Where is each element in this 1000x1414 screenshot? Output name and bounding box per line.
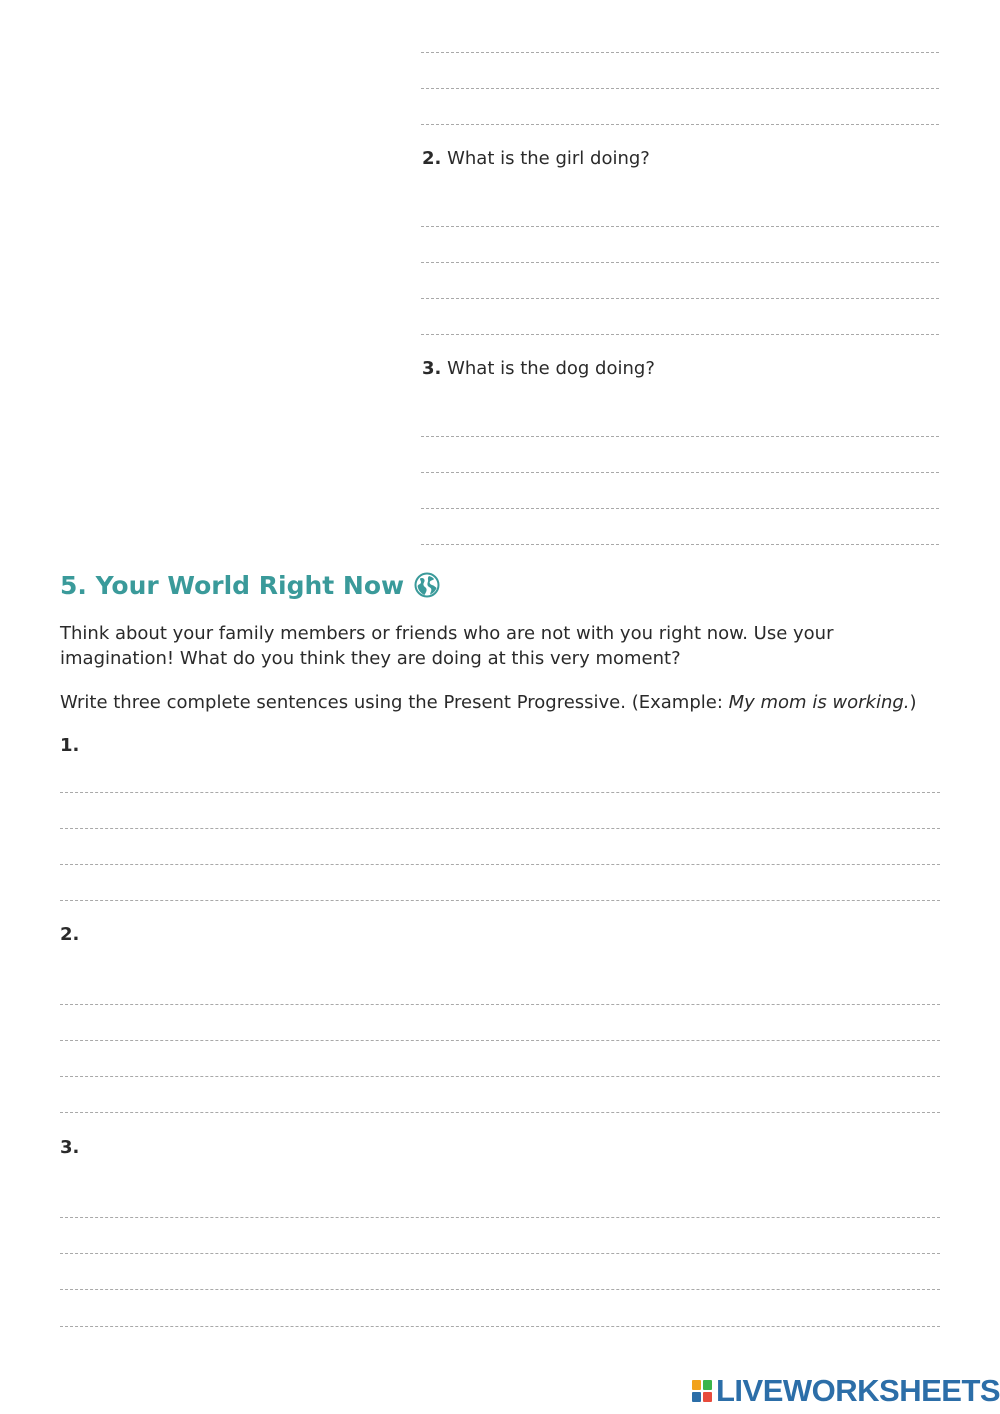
answer-line[interactable]: [60, 1253, 940, 1254]
item-number-1: 1.: [60, 735, 80, 756]
question-2: [422, 148, 650, 170]
answer-line[interactable]: [421, 508, 939, 509]
question-text: What is the dog doing?: [441, 358, 655, 379]
answer-line[interactable]: [421, 124, 939, 125]
answer-line[interactable]: [421, 88, 939, 89]
answer-line[interactable]: [60, 1004, 940, 1005]
answer-line[interactable]: [421, 226, 939, 227]
answer-line[interactable]: [421, 472, 939, 473]
answer-line[interactable]: [60, 1289, 940, 1290]
answer-line[interactable]: [60, 828, 940, 829]
logo-square: [703, 1380, 712, 1390]
section-title: [60, 568, 440, 602]
logo-square: [692, 1380, 701, 1390]
logo-square: [692, 1392, 701, 1402]
logo-square: [703, 1392, 712, 1402]
answer-line[interactable]: [60, 1217, 940, 1218]
question-text: What is the girl doing?: [441, 148, 650, 169]
example-text: My mom is working.: [728, 692, 910, 713]
instructions-paragraph: Think about your family members or friends who are not with you right now. Use your imagination! What do you think they are doing at this very moment?: [60, 623, 834, 669]
answer-line[interactable]: [421, 298, 939, 299]
item-number-2: 2.: [60, 924, 80, 945]
section-title-text: 5. Your World Right Now: [60, 570, 405, 600]
answer-line[interactable]: [421, 436, 939, 437]
liveworksheets-logo: [692, 1373, 1000, 1409]
answer-line[interactable]: [60, 864, 940, 865]
globe-icon: [414, 572, 440, 598]
question-3: [422, 358, 655, 380]
answer-line[interactable]: [421, 544, 939, 545]
brand-name: LIVEWORKSHEETS: [716, 1373, 1000, 1408]
answer-line[interactable]: [60, 1326, 940, 1327]
task-text: Write three complete sentences using the Present Progressive. (Example:: [60, 692, 729, 713]
answer-line[interactable]: [60, 1040, 940, 1041]
answer-line[interactable]: [421, 52, 939, 53]
answer-line[interactable]: [421, 262, 939, 263]
item-number-3: 3.: [60, 1137, 80, 1158]
question-number: 2.: [422, 148, 442, 169]
logo-mark-icon: [692, 1380, 712, 1402]
task-text-end: ): [909, 692, 917, 713]
question-number: 3.: [422, 358, 442, 379]
answer-line[interactable]: [60, 1076, 940, 1077]
answer-line[interactable]: [60, 900, 940, 901]
answer-line[interactable]: [60, 792, 940, 793]
task-paragraph: [60, 690, 940, 715]
answer-line[interactable]: [421, 334, 939, 335]
answer-line[interactable]: [60, 1112, 940, 1113]
